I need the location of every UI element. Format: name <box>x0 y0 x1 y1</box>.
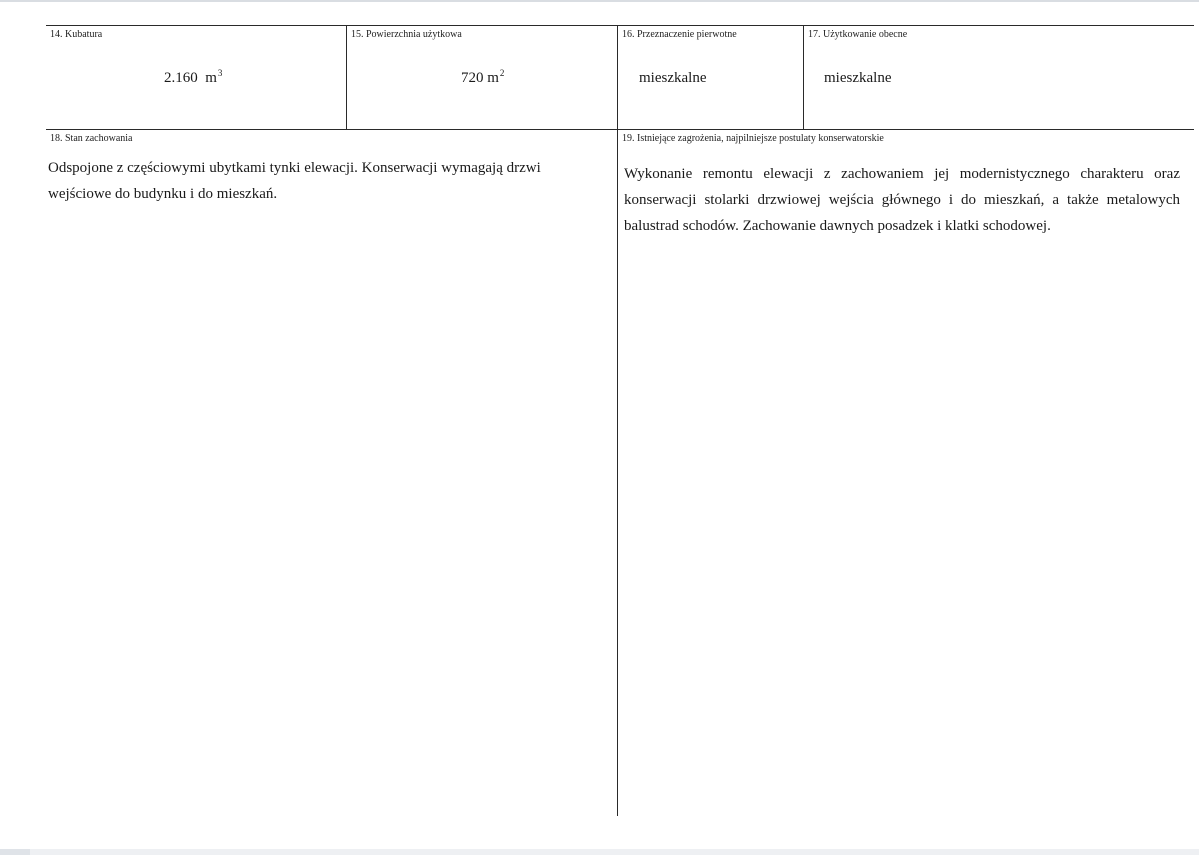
powierzchnia-value <box>461 69 504 87</box>
zagrozenia-label: 19. Istniejące zagrożenia, najpilniejsze postulaty konserwatorskie <box>622 133 884 144</box>
kubatura-label: 14. Kubatura <box>50 29 103 40</box>
uzytkowanie-value: mieszkalne <box>824 70 892 86</box>
kubatura-unit: m <box>205 70 217 86</box>
uzytkowanie-label: 17. Użytkowanie obecne <box>808 29 908 40</box>
przeznaczenie-label: 16. Przeznaczenie pierwotne <box>622 29 737 40</box>
stan-label: 18. Stan zachowania <box>50 133 133 144</box>
kubatura-number: 2.160 <box>164 70 198 86</box>
divider-16-17 <box>803 25 804 130</box>
powierzchnia-unit-exponent: 2 <box>499 68 505 78</box>
powierzchnia-label: 15. Powierzchnia użytkowa <box>351 29 462 40</box>
divider-main <box>617 25 618 816</box>
kubatura-value <box>164 69 222 87</box>
przeznaczenie-value: mieszkalne <box>639 70 707 86</box>
kubatura-unit-exponent: 3 <box>217 68 223 78</box>
bottom-scan-edge <box>0 849 1199 855</box>
middle-rule <box>46 129 1194 130</box>
stan-text: Odspojone z częściowymi ubytkami tynki elewacji. Konserwacji wymagają drzwi wejściowe do budynku i do mieszkań. <box>48 160 541 202</box>
top-rule <box>46 25 1194 26</box>
top-scan-edge <box>0 0 1199 2</box>
zagrozenia-text: Wykonanie remontu elewacji z zachowaniem jej modernistycznego charakteru oraz konserwacji stolarki drzwiowej wejścia głównego i do mieszkań, a także metalowych balustrad schodów. Zachowanie dawnych posadzek i klatki schodowej. <box>624 166 1180 234</box>
divider-14-15 <box>346 25 347 130</box>
powierzchnia-number: 720 <box>461 70 484 86</box>
powierzchnia-unit: m <box>487 70 499 86</box>
bottom-scan-mark <box>0 849 30 855</box>
